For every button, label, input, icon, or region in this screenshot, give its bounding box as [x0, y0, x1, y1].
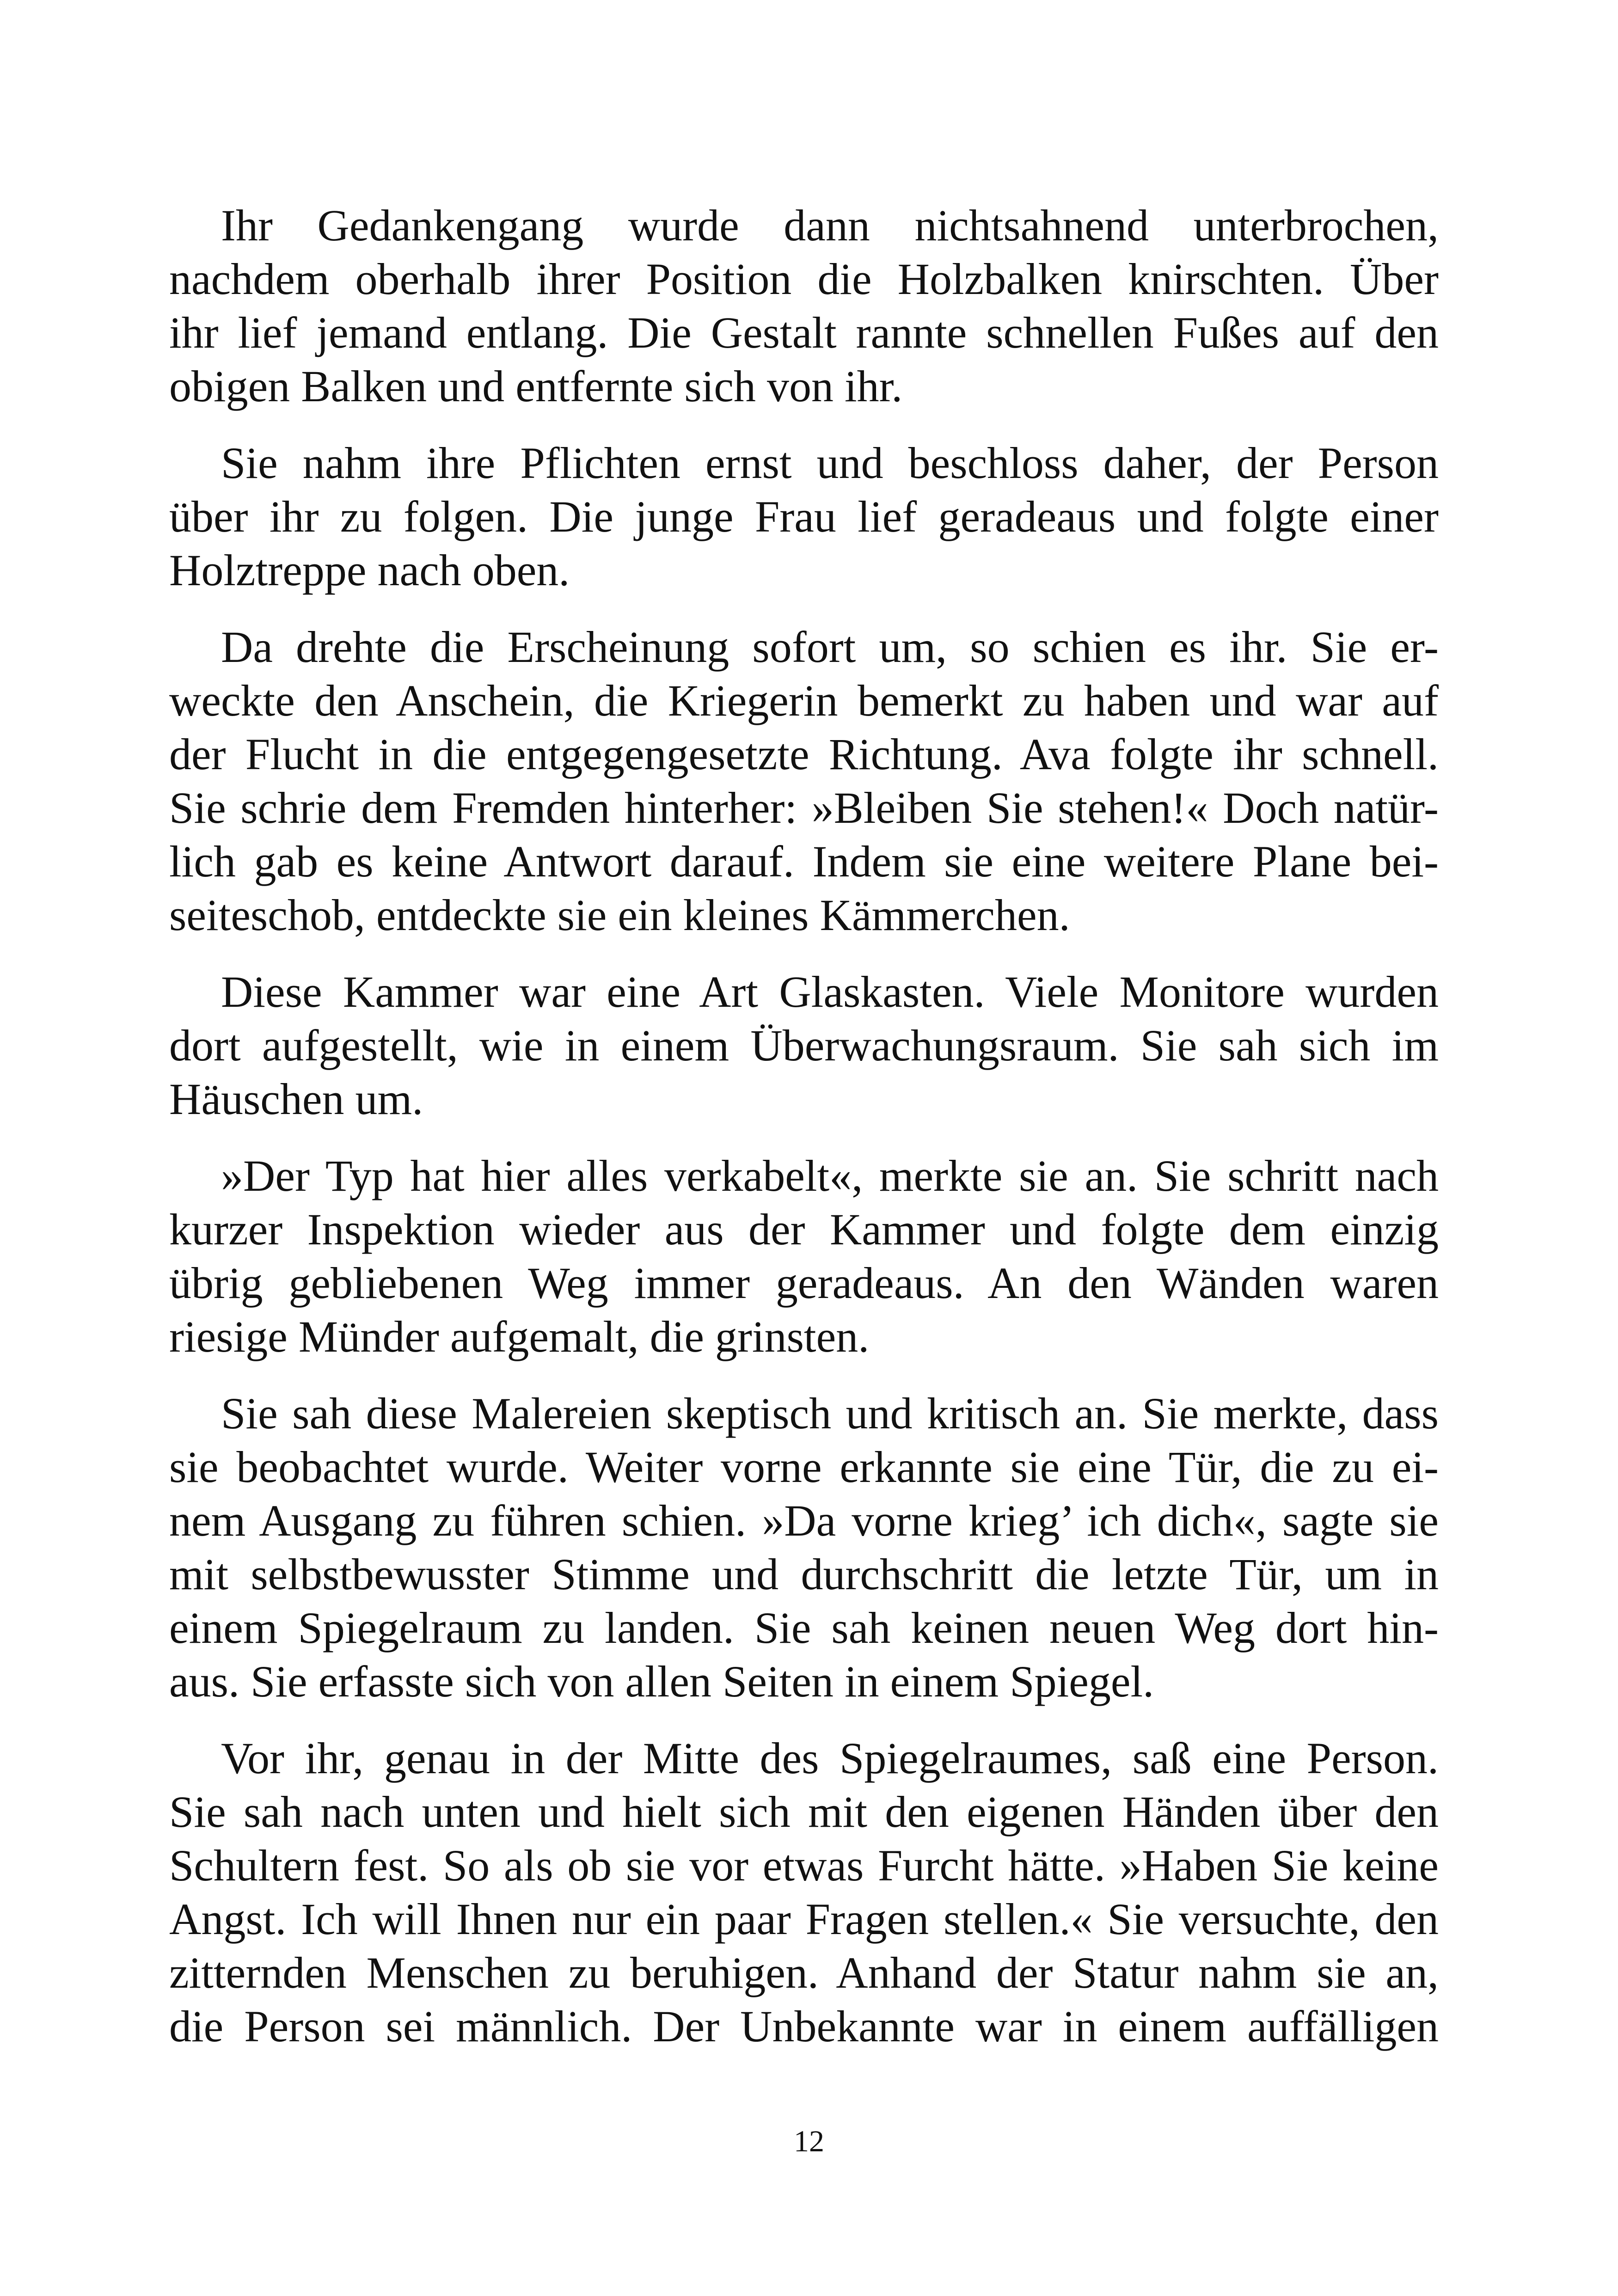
page-number: 12 [794, 2125, 824, 2158]
page-body [169, 199, 1439, 2076]
text-line: weckte den Anschein, die Kriegerin bemerkt zu haben und war auf [169, 676, 1439, 725]
text-line: Da drehte die Erscheinung sofort um, so schien es ihr. Sie er- [221, 622, 1439, 672]
text-line: über ihr zu folgen. Die junge Frau lief geradeaus und folgte einer [169, 492, 1439, 541]
text-line: Häuschen um. [169, 1074, 423, 1124]
text-line: obigen Balken und entfernte sich von ihr. [169, 361, 903, 411]
text-line: riesige Münder aufgemalt, die grinsten. [169, 1312, 870, 1361]
text-line: »Der Typ hat hier alles verkabelt«, merkte sie an. Sie schritt nach [221, 1151, 1439, 1200]
paragraph [169, 1149, 1439, 1364]
text-line: übrig gebliebenen Weg immer geradeaus. An den Wänden waren [169, 1258, 1439, 1308]
paragraph [169, 1387, 1439, 1708]
text-line: Diese Kammer war eine Art Glaskasten. Viele Monitore wurden [221, 967, 1439, 1016]
text-line: nachdem oberhalb ihrer Position die Holzbalken knirschten. Über [169, 254, 1439, 304]
text-line: lich gab es keine Antwort darauf. Indem sie eine weitere Plane bei- [169, 837, 1439, 886]
text-line: Sie sah nach unten und hielt sich mit den eigenen Händen über den [169, 1787, 1439, 1837]
paragraph [169, 436, 1439, 597]
text-line: sie beobachtet wurde. Weiter vorne erkannte sie eine Tür, die zu ei- [169, 1442, 1439, 1492]
text-line: Sie schrie dem Fremden hinterher: »Bleiben Sie stehen!« Doch natür- [169, 783, 1439, 833]
text-line: ihr lief jemand entlang. Die Gestalt rannte schnellen Fußes auf den [169, 308, 1439, 357]
text-line: zitternden Menschen zu beruhigen. Anhand der Statur nahm sie an, [169, 1948, 1439, 1997]
text-line: nem Ausgang zu führen schien. »Da vorne krieg’ ich dich«, sagte sie [169, 1496, 1439, 1545]
text-line: der Flucht in die entgegengesetzte Richtung. Ava folgte ihr schnell. [169, 729, 1439, 779]
text-line: Holztreppe nach oben. [169, 545, 570, 595]
paragraph [169, 199, 1439, 413]
paragraph [169, 620, 1439, 942]
text-line: mit selbstbewusster Stimme und durchschritt die letzte Tür, um in [169, 1549, 1439, 1599]
paragraph [169, 1732, 1439, 2053]
text-line: einem Spiegelraum zu landen. Sie sah keinen neuen Weg dort hin- [169, 1603, 1439, 1653]
text-line: Angst. Ich will Ihnen nur ein paar Fragen stellen.« Sie versuchte, den [169, 1894, 1439, 1944]
text-line: seiteschob, entdeckte sie ein kleines Kämmerchen. [169, 890, 1070, 940]
text-line: dort aufgestellt, wie in einem Überwachungsraum. Sie sah sich im [169, 1021, 1439, 1070]
paragraph [169, 965, 1439, 1126]
text-line: Schultern fest. So als ob sie vor etwas Furcht hätte. »Haben Sie keine [169, 1841, 1439, 1890]
text-line: aus. Sie erfasste sich von allen Seiten in einem Spiegel. [169, 1657, 1154, 1706]
text-line: kurzer Inspektion wieder aus der Kammer und folgte dem einzig [169, 1205, 1439, 1254]
text-line: Sie sah diese Malereien skeptisch und kritisch an. Sie merkte, dass [221, 1389, 1439, 1438]
text-line: die Person sei männlich. Der Unbekannte war in einem auffälligen [169, 2002, 1439, 2051]
text-line: Ihr Gedankengang wurde dann nichtsahnend unterbrochen, [221, 201, 1439, 250]
text-line: Sie nahm ihre Pflichten ernst und beschloss daher, der Person [221, 438, 1439, 488]
text-line: Vor ihr, genau in der Mitte des Spiegelraumes, saß eine Person. [221, 1733, 1439, 1783]
